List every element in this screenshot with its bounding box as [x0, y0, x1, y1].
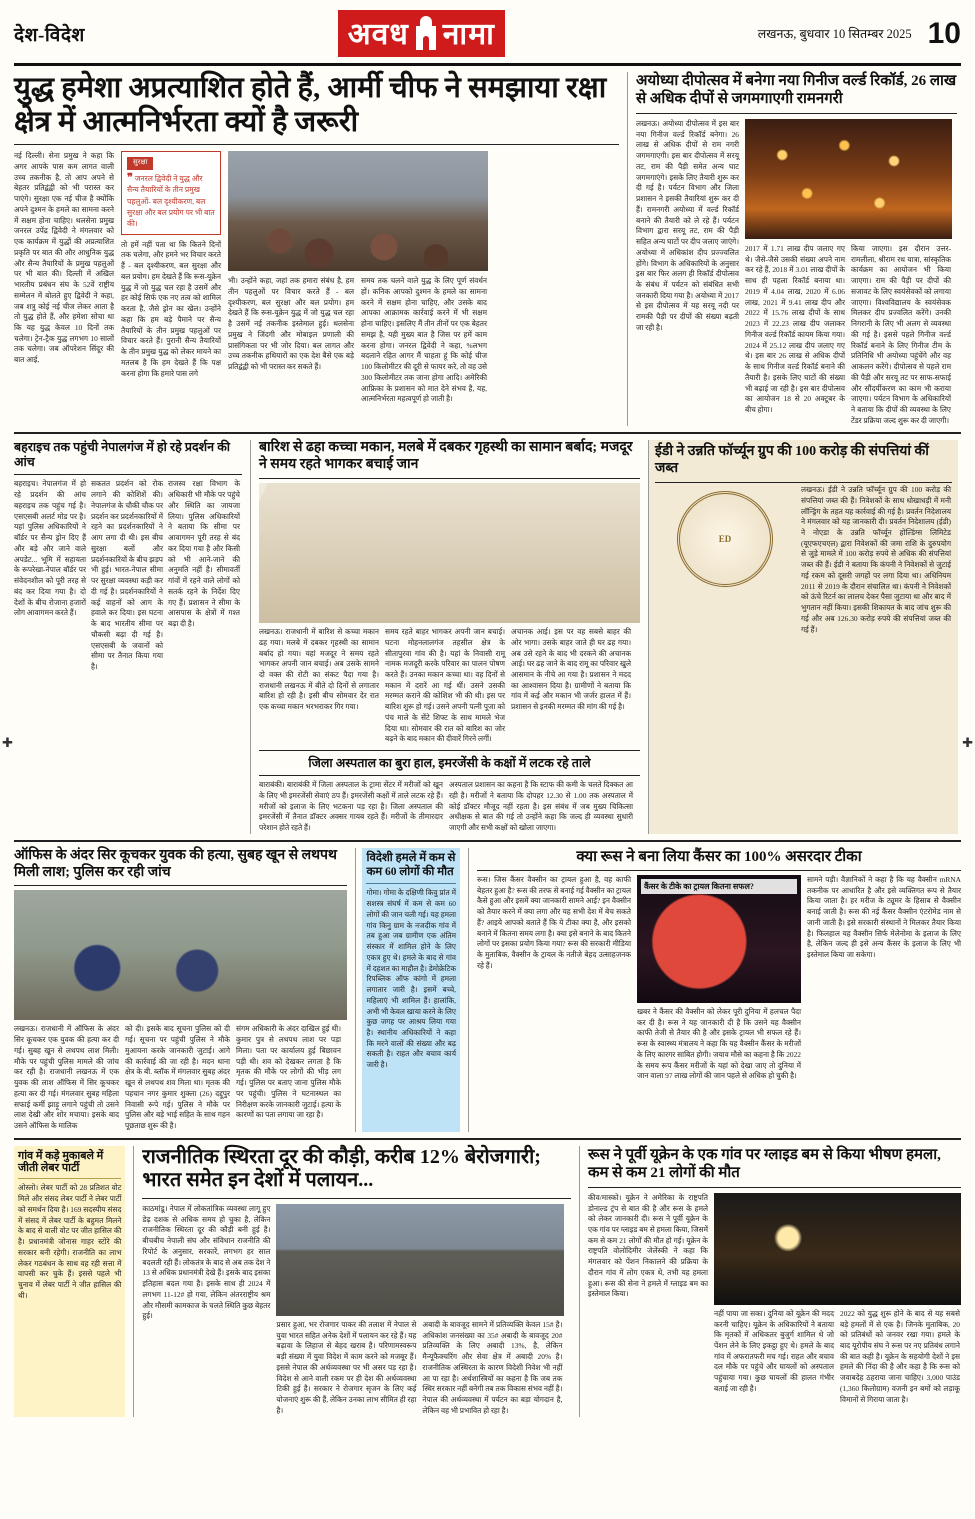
registration-mark-left: ✚: [2, 735, 13, 750]
village-article: [14, 1146, 125, 1417]
murder-photo: [14, 890, 347, 1020]
quote-icon: ❞: [127, 171, 133, 184]
nepalganj-headline: बहराइच तक पहुंची नेपालगंज में हो रहे प्रदर्शन की आंच: [14, 440, 231, 470]
bottom-band: [14, 1146, 961, 1417]
nepal-politics-col-3: अबादी के बावजूद सामने में प्रतिव्यक्ति केवल 15# है। अधिकांश जनसंख्या का 35# अबादी के बावजूद 20# प्रतिव्यक्ति के लिए अबादी 13%, है, लेकिन मैन्यूफैक्चरिंग और सेवा क्षेत्र में अबादी 20% है। राजनीतिक अस्थिरता के कारण विदेशी निवेश भी नहीं आ पा रहा है। अर्थशास्त्रियों का कहना है कि जब तक स्थिर सरकार नहीं बनेगी तब तक विकास संभव नहीं है। नेपाल की अर्थव्यवस्था में पर्यटन का बड़ा योगदान है, लेकिन वह भी प्रभावित हो रहा है।: [422, 1319, 563, 1415]
lead-col-4: समय तक चलने वाले युद्ध के लिए पूर्ण संवर्धन हों। कनिक आपको दुश्मन के हमले का सामना करने में सक्षम होना चाहिए, और उसके बाद आपका आक्रामक कार्रवाई करने में भी सक्षम होना चाहिए। इसलिए मैं तीन तीनों पर एक बेहतर समझ है, यही मुख्य बात है जिस पर हमें काम करना होगा। जनरल द्विवेदी ने कहा, %लभग बदलाने रहित आगर मैं चाहता हूं कि कोई चीज 100 किलोमीटर की दूरी से फायर करे, तो वह उसे 300 किलोमीटर तक जाना होगा आदि। अमेरिकी आफ्रिका के प्रशासन को मात देने संभव है, यह, आत्मनिर्भरता महत्वपूर्ण हो जाती है।: [361, 276, 487, 404]
ayodhya-col-1: लखनऊ। अयोध्या दीपोत्सव में इस बार नया गिनीज वर्ल्ड रिकॉर्ड बनेगा। 26 लाख से अधिक दीपों से राम नगरी जगमगाएगी। इस बार दीपोत्सव में सरयू तट, राम की पैड़ी समेत अन्य घाट जगमगाएंगे। इसके लिए तैयारी शुरू कर दी गई है। पर्यटन विभाग और जिला प्रशासन ने इसकी तैयारियां शुरू कर दी हैं। रामनगरी अयोध्या में वर्ल्ड रिकॉर्ड बनाने की तैयारी को ले रहे हैं। पर्यटन विभाग द्वारा सरयू तट, राम की पैड़ी सहित अन्य घाटों पर दीप जलाए जाएंगे। अयोध्या में अधिकांश दीप प्रज्ज्वलित होंगे। विभाग के अधिकारियों के अनुसार इस बार फिर अलग ही रिकॉर्ड दीपोत्सव के संबंध में पर्यटन को संबंधित सभी जनकारी दिया गया है। अयोध्या में 2017 से इस दीपोत्सव में यह सरयू नदी पर रामकी पैड़ी पर दीपों की संख्या बढ़ती जा रही है।: [636, 119, 739, 332]
nepal-politics-headline: राजनीतिक स्थिरता दूर की कौड़ी, करीब 12% बेरोजगारी; भारत समेत इन देशों में पलायन...: [142, 1145, 541, 1192]
ukraine-col-3: 2022 को युद्ध शुरू होने के बाद से यह सबसे बड़े हमलों में से एक है। जिनके मुताबिक, 20 को प्रतिबंधों को जनवर रखा गया। हमले के बाद यूरोपीय संघ ने रूस पर नए प्रतिबंध लगाने की बात कही है। यूक्रेन के सहयोगी देशों ने इस हमले की निंदा की है और कहा है कि रूस को जवाबदेह ठहराया जाना चाहिए। 3,000 पाउंड (1,360 किलोग्राम) वजनी इन बमों को लड़ाकू विमानों से गिराया जाता है।: [840, 1308, 960, 1404]
vaccine-col-1: रूस। जिस कैंसर वैक्सीन का ट्रायल हुआ है, वह काफी बेहतर हुआ है? रूस की तरफ से बनाई गई वैक्सीन का ट्रायल कैसे हुआ और इसमें क्या जानकारी सामने आई? इन वैक्सीन को तैयार करने में क्या लगा और यह सभी देश में बेच सकते हैं? आइये आपको बताते हैं कि ये टीका क्या है, और इसको बनाने में कितना समय लगा है। क्या इसे बनाने के बाद कितने लोगों पर इसका प्रयोग किया गया? रूस की सरकारी मीडिया के मुताबिक, वैक्सीन के ट्रायल के नतीजे बेहद उत्साहजनक रहे हैं।: [477, 874, 631, 970]
brand-name-left: अवध: [347, 18, 409, 51]
murder-article: [14, 848, 347, 1132]
ukraine-headline: रूस ने पूर्वी यूक्रेन के एक गांव पर ग्लाइड बम से किया भीषण हमला, कम से कम 21 लोगों की मौत: [588, 1146, 941, 1181]
vaccine-headline: क्या रूस ने बना लिया कैंसर का 100% असरदार टीका: [576, 848, 862, 865]
hospital-article: [259, 756, 640, 834]
ukraine-col-1: कीव/मास्को। यूक्रेन ने अमेरिका के राष्ट्रपति डोनाल्ड ट्रंप से बात की है और रूस के हमले को लेकर जानकारी दी। रूस ने पूर्वी यूक्रेन के एक गांव पर ग्लाइड बम से हमला किया, जिसमें कम से कम 21 लोगों की मौत हो गई। यूक्रेन के राष्ट्रपति वोलोदिमीर जेलेंस्की ने कहा कि मंगलवार को पेंशन निकालने की प्रक्रिया के दौरान गांव में लोग एकत्र थे, तभी यह हमला हुआ। रूस की सेना ने हमले में ग्लाइड बम का इस्तेमाल किया।: [588, 1192, 708, 1299]
ed-article: [648, 440, 958, 833]
ayodhya-col-2: 2017 में 1.71 लाख दीप जलाए गए थे। जैसे-जैसे उसकी संख्या अपने नाम कर रहे हैं, 2018 में 3.01 लाख दीपों के साथ ही पहला रिकॉर्ड बनाया था। 2019 में 4.04 लाख, 2020 में 6.06 लाख, 2021 में 9.41 लाख दीप और 2022 में 15.76 लाख दीपों के साथ 2023 में 22.23 लाख दीप जलाकर गिनीज वर्ल्ड रिकॉर्ड कायम किया गया। 2024 में 25.12 लाख दीप जलाए गए थे। इस बार 26 लाख से अधिक दीपों के साथ गिनीज वर्ल्ड रिकॉर्ड बनाने की तैयारी है। इसके लिए घाटों की संख्या भी बढ़ाई जा रही है। इस बार दीपोत्सव का आयोजन 18 से 20 अक्टूबर के बीच होगा।: [745, 244, 845, 415]
nepal-politics-col-1: काठमांडू। नेपाल में लोकतांत्रिक व्यवस्था लागू हुए डेढ़ दशक से अधिक समय हो चुका है, लेकिन राजनीतिक स्थिरता दूर की कौड़ी बनी हुई है। बीचबीच नेपाली संघ और संविधान राजनीति की रिपोर्ट के अनुसार, सरकारें, लगभग हर साल बदलती रही हैं। लोकतंत्र के बाद से अब तक देश ने 13 से अधिक प्रधानमंत्री देखे हैं। इसके बाद इसका इतिहास बदल गया है। इसके साथ ही 2024 में लगभग 11-12# हो गया, लेकिन अंतरराष्ट्रीय श्रम और मौसमी कामकाज के चलते स्थिति कुछ बेहतर हुई।: [142, 1203, 271, 1321]
nepalganj-col-2: सकतत प्रदर्शन को रोक लगाने की कोशिशें की। नेपालगंज के चौकी चौक पर प्रदर्शन कर प्रदर्शनकारियों में रहने का प्रदर्शनकारियों ने आग लगा दी थी। इस बीच सुरक्षा बलों और प्रदर्शनकारियों के बीच झड़प भी हुई। भारत-नेपाल सीमा पर सुरक्षा व्यवस्था कड़ी कर दी गई है। प्रदर्शनकारियों ने कई वाहनों को आग के हवाले कर दिया। इस घटना के बाद भारतीय सीमा पर चौकसी बढ़ा दी गई है। एसएसबी के जवानों को सीमा पर तैनात किया गया है।: [91, 479, 163, 671]
vaccine-graphic-caption: कैंसर के टीके का ट्रायल कितना सफल?: [641, 879, 797, 894]
masthead: [14, 10, 961, 66]
ayodhya-photo: [745, 119, 952, 239]
third-band: [14, 848, 961, 1132]
kaccha-col-3: अचानक आई। इस पर वह सबसे बाहर की ओर भागा। उसके बाहर जाते ही घर ढह गया। अब उसे रहने के बाद भी दरकने की अचानक आई। घर ढह जाने के बाद रामू का परिवार खुले आसमान के नीचे आ गया है। प्रशासन ने मदद का आश्वासन दिया है। ग्रामीणों ने बताया कि गांव में कई और मकान भी जर्जर हालत में हैं। प्रशासन से इनकी मरम्मत की मांग की गई है।: [511, 627, 631, 712]
murder-headline: ऑफिस के अंदर सिर कूचकर युवक की हत्या, सुबह खून से लथपथ मिली लाश; पुलिस कर रही जांच: [14, 847, 337, 880]
nepalganj-col-1: बहराइच। नेपालगंज में हो रहे प्रदर्शन की आंच बहराइच तक पहुंच गई है। एसएसबी अलर्ट मोड पर है। यहां पुलिस अधिकारियों ने बॉर्डर पर सैन्य ड्रोन दिए हैं और बड़े और जाने वाले अपडेट... भूमि में सहायता के रूपरेखा-नेपाल बॉर्डर पर संवेदनशील को पूरी तरह से बंद कर दिया गया है। दो देशों के बीच रोजाना हजारों लोग आवागमन करते हैं।: [14, 479, 86, 618]
top-section: [14, 72, 961, 426]
attack-article: [362, 848, 460, 1132]
lead-photo: [228, 151, 488, 271]
lead-headline: युद्ध हमेशा अप्रत्याशित होते हैं, आर्मी चीफ ने समझाया रक्षा क्षेत्र में आत्मनिर्भरता क्यों है जरूरी: [14, 72, 607, 138]
vaccine-article: [468, 848, 961, 1132]
ayodhya-headline: अयोध्या दीपोत्सव में बनेगा नया गिनीज वर्ल्ड रिकॉर्ड, 26 लाख से अधिक दीपों से जगमगाएगी रामनगरी: [636, 73, 957, 107]
attack-headline: विदेशी हमले में कम से कम 60 लोगों की मौत: [366, 851, 456, 878]
murder-col-2: को दी। इसके बाद सूचना पुलिस को दी गई। सूचना पर पहुंची पुलिस ने मौके मुआयना करके जानकारी जुटाई। आगे की कार्रवाई की जा रही है। मदन थाना क्षेत्र के बी. ब्लॉक में मंगलवार सुबह अंदर खून से लथपथ शव मिला था। मृतक की पहचान नगर कुमार शुक्ला (26) दद्दूपुर निवासी रूपे गई। पुलिस ने मौके पर पुलिस और बड़े भाई सहित के साथ गहन पूछताछ शुरू की है।: [125, 1024, 230, 1131]
kaccha-col-2: समय रहते बाहर भागकर अपनी जान बचाई। घटना मोहनलालगंज तहसील क्षेत्र के सीतापुरवा गांव की है। यहां के निवासी रामू नामक मजदूरी करके परिवार का पालन पोषण करते हैं। उनका मकान कच्चा था। वह दिनों से मकान में दरारें आ गई थीं। उसने उसकी मरम्मत कराने की कोशिश भी की थी। इस पर बारिश शुरू हो गई। उसने अपनी पत्नी पूजा को पंच माले के सेंटे शिफ्ट के साथ मामले भेज दिया था। सोमवार की रात को बारिश का जोर बढ़ने के बाद मकान की दीवारें गिरने लगीं।: [385, 627, 505, 744]
brand-name-right: नामा: [442, 18, 495, 51]
ayodhya-col-3: किया जाएगा। इस दौरान उत्तर-रामलीला, श्रीराम रथ यात्रा, सांस्कृतिक कार्यक्रम का आयोजन भी किया जाएगा। राम की पैड़ी पर दीपों की सजावट के लिए स्वयंसेवकों को लगाया जाएगा। विश्वविद्यालय के स्वयंसेवक मिलकर दीप प्रज्वलित करेंगे। उनकी निगरानी के लिए भी अलग से व्यवस्था की गई है। इससे पहले गिनीज वर्ल्ड रिकॉर्ड बनाने के लिए गिनीज टीम के प्रतिनिधि भी अयोध्या पहुंचेंगे और वह आकलन करेंगे। दीपोत्सव से पहले राम की पैड़ी और सरयू तट पर साफ-सफाई और सौंदर्यीकरण का काम भी कराया जाएगा। पर्यटन विभाग के अधिकारियों ने बताया कि दीपों की व्यवस्था के लिए टेंडर प्रक्रिया जल्द शुरू कर दी जाएगी।: [851, 244, 951, 425]
nepal-politics-col-2: प्रसार हुआ, भर रोजगार पाकर की तलाश में नेपाल से युवा भारत सहित अनेक देशों में पलायन कर रहे हैं। यह बढ़ावा के लिहाज से बेहद खराब है। परिणामस्वरूप बड़ी संख्या में युवा विदेश में काम करने को मजबूर हैं। इससे नेपाल की अर्थव्यवस्था पर भी असर पड़ रहा है। विदेश से आने वाली रकम पर ही देश की अर्थव्यवस्था टिकी हुई है। सरकार ने रोजगार सृजन के लिए कई योजनाएं शुरू की हैं, लेकिन उनका लाभ सीमित ही रहा है।: [276, 1319, 417, 1415]
kaccha-col-1: लखनऊ। राजधानी में बारिश से कच्चा मकान ढह गया। मलबे में दबकर गृहस्थी का सामान बर्बाद हो गया। यहां मजदूर ने समय रहते भागकर अपनी जान बचाई। अब उसके सामने दो वक्त की रोटी का संकट पैदा गया है। राजधानी लखनऊ में बीते दो दिनों से लगातार बारिश हो रही है। इसी बीच सोमवार देर रात एक कच्चा मकान भरभराकर गिर गया।: [259, 627, 379, 712]
lead-redbox: [121, 151, 221, 234]
nepalganj-article: [14, 440, 242, 833]
ayodhya-article: [627, 72, 957, 426]
ed-logo-icon: ED: [677, 491, 773, 587]
nepal-politics-photo: [276, 1204, 564, 1316]
vaccine-col-3: सामने पड़ी। वैज्ञानिकों ने कहा है कि यह वैक्सीन mRNA तकनीक पर आधारित है और इसे व्यक्तिगत रूप से तैयार किया जाता है। हर मरीज के ट्यूमर के हिसाब से वैक्सीन बनाई जाती है। रूस की नई कैंसर वैक्सीन एंटरोमेड नाम से जानी जाती है। इसे सरकारी संस्थानों ने मिलकर तैयार किया है। फिलहाल यह वैक्सीन सिर्फ मेलेनोमा के इलाज के लिए है, लेकिन जल्द ही इसे अन्य कैंसर के इलाज के लिए भी इस्तेमाल किया जा सकेगा।: [807, 874, 961, 959]
kaccha-article: [251, 440, 640, 833]
registration-mark-right: ✚: [962, 735, 973, 750]
murder-col-3: संगम अधिकारी के अंदर दाखिल हुई थी। कुमार पुत्र से लथपथ लाश पर पड़ा मिला। पता पर कार्यालय हुई बिछावन पड़ी थी। शव को देखकर लगता है कि मृतक की मौके पर लोगों की भीड़ लग गई। पुलिस पर बताए जाना पुलिस मौके पर पहुंची। पुलिस ने घटनास्थल का निरीक्षण करके जानकारी जुटाई। हत्या के कारणों का पता लगाया जा रहा है।: [236, 1024, 341, 1120]
temple-icon: [413, 16, 439, 50]
lead-article: [14, 72, 619, 426]
murder-col-1: लखनऊ। राजधानी में ऑफिस के अंदर सिर कूचकर एक युवक की हत्या कर दी गई। सुबह खून से लथपथ लाश मिली। मौके पर पहुंची पुलिस मामले की जांच कर रही है। राजधानी लखनऊ में एक युवक की लाश ऑफिस में सिर कूचकर हत्या कर दी गई। मंगलवार सुबह महिला सफाई कर्मी झाड़ू लगाने पहुंची तो उसने लाश देखी और शोर मचाया। इसके बाद उसने ऑफिस के मालिक: [14, 1024, 119, 1131]
vaccine-col-2: खबर ने कैंसर की वैक्सीन को लेकर पूरी दुनिया में हलचल पैदा कर दी है। रूस ने यह जानकारी दी है कि उसने यह वैक्सीन काफी तेजी से तैयार की है और इसके ट्रायल भी सफल रहे हैं। रूस के स्वास्थ्य मंत्रालय ने कहा कि यह वैक्सीन कैंसर के मरीजों के लिए कारगर साबित होगी। जयाव मौसे का कहना है कि 2022 के समय रूप कैंसर मरीजों के यहां को देखा जाए तो दुनिया में जान वाला 97 लाख लोगों की जान पहले से अधिक हो चुकी है।: [637, 1006, 801, 1081]
nepal-politics-article: [133, 1146, 571, 1417]
ukraine-photo: [714, 1193, 961, 1305]
redbox-tag: सुरक्षा: [127, 157, 153, 170]
nepalganj-col-3: राजस्व रक्षा विभाग के अधिकारी भी मौके पर पहुंचे और स्थिति का जायजा लिया। पुलिस अधिकारियों ने बताया कि सीमा पर आवागमन पूरी तरह से बंद कर दिया गया है और किसी को भी आने-जाने की अनुमति नहीं है। सीमावर्ती गांवों में रहने वाले लोगों को सतर्क रहने के निर्देश दिए गए हैं। प्रशासन ने सीमा के आसपास के क्षेत्रों में गश्त बढ़ा दी है।: [168, 479, 240, 629]
lead-col-1: नई दिल्ली। सेना प्रमुख ने कहा कि अगर आपके पास कम लागत वाली उच्च तकनीक है, तो आप अपने से बेहतर प्रतिद्वंद्वी को भी परास्त कर पाएंगे। सुरक्षा एक नई चीज है क्योंकि अपने दुश्मन के हमले का सामना करने में सक्षम होना चाहिए। थलसेना प्रमुख जनरल उपेंद्र द्विवेदी ने मंगलवार को एक कार्यक्रम में युद्धों की अप्रत्याशित प्रकृति पर बात की और आधुनिक युद्ध और सैन्य तैयारियों के प्रमुख पहलुओं पर भी बात की। दिल्ली में अखिल भारतीय प्रबंधन संघ के 52वें राष्ट्रीय सम्मेलन में बोलते हुए द्विवेदी ने कहा, जब शत्रु कोई नई चीज लेकर आता है तो युद्ध होते हैं, और हमेशा सोचा था कि यह युद्ध केवल 10 दिनों तक चलेगा। ट्रेन-ट्रैक युद्ध लगभग 10 सालों तक चलेगा। जब ऑपरेशन सिंदूर की बात आई,: [14, 151, 114, 365]
ukraine-col-2: नहीं पाया जा सका। दुनिया को यूक्रेन की मदद करनी चाहिए। यूक्रेन के अधिकारियों ने बताया कि मृतकों में अधिकतर बुजुर्ग शामिल थे जो पेंशन लेने के लिए इकट्ठा हुए थे। हमले के बाद गांव में अफरातफरी मच गई। राहत और बचाव दल मौके पर पहुंचे और घायलों को अस्पताल पहुंचाया गया। कुछ घायलों की हालत गंभीर बताई जा रही है।: [714, 1308, 834, 1393]
redbox-text: जनरल द्विवेदी ने युद्ध और सैन्य तैयारियों के तीन प्रमुख पहलुओं- बल दृश्यीकरण, बल सुरक्षा और बल प्रयोग पर भी बात की।: [127, 173, 215, 229]
section-label: देश-विदेश: [14, 24, 85, 46]
ed-headline: ईडी ने उन्नति फॉर्च्यून ग्रुप की 100 करोड़ की संपत्तियां कीं जब्त: [655, 444, 929, 477]
brand-logo: [338, 10, 505, 57]
publication-date: लखनऊ, बुधवार 10 सितम्बर 2025: [757, 27, 912, 41]
vaccine-graphic: [637, 875, 801, 1003]
hospital-col-1: बाराबंकी। बाराबंकी में जिला अस्पताल के ट्रामा सेंटर में मरीजों को खून के लिए भी इमरजेंसी सेवाएं ठप हैं। इमरजेंसी कक्षों में ताले लटक रहे हैं। मरीजों को इलाज के लिए भटकना पड़ रहा है। जिला अस्पताल की इमरजेंसी में तैनात डॉक्टर अक्सर गायब रहते हैं। मरीजों के तीमारदार परेशान होते रहते हैं।: [259, 780, 443, 833]
hospital-headline: जिला अस्पताल का बुरा हाल, इमरजेंसी के कक्षों में लटक रहे ताले: [308, 756, 591, 771]
village-headline: गांव में कड़े मुकाबले में जीती लेबर पार्टी: [18, 1149, 104, 1175]
lead-col-3: भी। उन्होंने कहा, जहां तक हमारा संबंध है, हम तीन पहलुओं पर विचार करते हैं - बल दृश्यीकरण, बल सुरक्षा और बल प्रयोग। हम देखते हैं कि रूस-यूक्रेन युद्ध में जो युद्ध चल रहा है उसमें नई तकनीक इस्तेमाल हुई। थलसेना प्रमुख ने जिंदगी और मोबाइल प्रणाली की प्रासंगिकता पर भी जोर दिया। बल लागत और उच्च तकनीक हथियारों का एक देश बैसे एक बड़े प्रतिद्वंद्वी को भी परास्त कर सकते हैं।: [228, 276, 354, 372]
ed-col-1a: लखनऊ। ईडी ने उन्नति फॉर्च्यून ग्रुप की 100 करोड़ की संपत्तियां जब्त की हैं। निवेशकों के साथ धोखाधड़ी में मनी लॉन्ड्रिंग के तहत यह कार्रवाई की गई है। प्रवर्तन निदेशालय ने मंगलवार को यह जानकारी दी। प्रवर्तन निदेशालय (ईडी) ने नोएडा के उन्नति फॉर्च्यून होल्डिंग्स लिमिटेड (यूएफएचएल) द्वारा निवेशकों की जमा राशि के दुरुपयोग से जुड़े मामले में 100 करोड़ रुपये से अधिक की संपत्तियां जब्त की हैं। ईडी ने बताया कि कंपनी ने निवेशकों से जुटाई गई रकम को दूसरी जगहों पर लगा दिया था। अधिनियम 2011 से 2019 के दौरान संचालित था। कंपनी ने निवेशकों को ऊंचे रिटर्न का लालच देकर पैसा जुटाया था और बाद में भुगतान नहीं किया। इसकी शिकायत के बाद जांच शुरू की गई और अब 126.30 करोड़ रुपये की संपत्तियां जब्त की गई हैं।: [801, 485, 951, 634]
page-number: 10: [927, 16, 961, 50]
hospital-col-2: अस्पताल प्रशासन का कहना है कि स्टाफ की कमी के चलते दिक्कत आ रही है। मरीजों ने बताया कि दोपहर 12.30 से 1.00 तक अस्पताल में कोई डॉक्टर मौजूद नहीं रहता है। इस संबंध में जब मुख्य चिकित्सा अधीक्षक से बात की गई तो उन्होंने कहा कि जल्द ही व्यवस्था सुधारी जाएगी और सभी कक्षों को खोला जाएगा।: [449, 780, 633, 833]
lead-col-2: तो हमें नहीं पता था कि कितने दिनों तक चलेगा, और हमने भर विचार करते हैं - बल दृश्यीकरण, बल सुरक्षा और बल प्रयोग। हम देखते हैं कि रूस-यूक्रेन युद्ध में जो युद्ध चल रहा है उसमें और हर कोई सिर्फ एक नए तत्व को शामिल करता है, जैसे ड्रोन का खेल। उन्होंने कहा कि हम बड़े पैमाने पर सैन्य तैयारियों के तीन प्रमुख पहलुओं पर विचार करते हैं। पुरानी सैन्य तैयारियों के तीन प्रमुख युद्ध को लेकर मायने का मतलब है कि हम देखते हैं कि पक्ष करना होगा कि हमारे पास लगे: [121, 239, 221, 378]
kaccha-photo: [259, 483, 640, 623]
village-col-1: ओस्लो। लेबर पार्टी को 28 प्रतिशत वोट मिले और संसद लेबर पार्टी ने लेबर पार्टी को समर्थन दिया है। 169 सदस्यीय संसद में संसद में लेबर पार्टी के बहुमत मिलने के बाद से वाली वोट पर जीत हासिल की है। प्रधानमंत्री जोनास गाहर स्टोरे की सरकार बनी रहेगी। राजनीति का लाभ लेकर गठबंधन के साथ वह रही सत्ता में वापसी कर चुके हैं। इससे पहले भी चुनाव में लेबर पार्टी ने जीत हासिल की थी।: [18, 1183, 122, 1300]
second-band: [14, 440, 961, 833]
ukraine-article: [579, 1146, 961, 1417]
kaccha-headline: बारिश से ढहा कच्चा मकान, मलबे में दबकर गृहस्थी का सामान बर्बाद; मजदूर ने समय रहते भागकर बचाई जान: [259, 440, 633, 473]
attack-col-1: गोमा। गोमा के दक्षिणी किवु प्रांत में सशस्त्र संघर्ष में कम से कम 60 लोगों की जान चली गई। यह हमला गांव किनु ग्राम के नजदीक गांव में तब हुआ जब ग्रामीण एक अंतिम संस्कार में शामिल होने के लिए एकत्र हुए थे। हमले के बाद से गांव में दहशत का माहौल है। डेमोक्रेटिक रिपब्लिक ऑफ कांगो में हमला लगातार जारी है। इसमें बच्चे, महिलाएं भी शामिल हैं। हालांकि, अभी भी केवल खाया करने के लिए कुछ जगह पर आश्रय लिया गया है। स्थानीय अधिकारियों ने कहा कि मरने वालों की संख्या और बढ़ सकती है। राहत और बचाव कार्य जारी है।: [366, 888, 456, 1070]
